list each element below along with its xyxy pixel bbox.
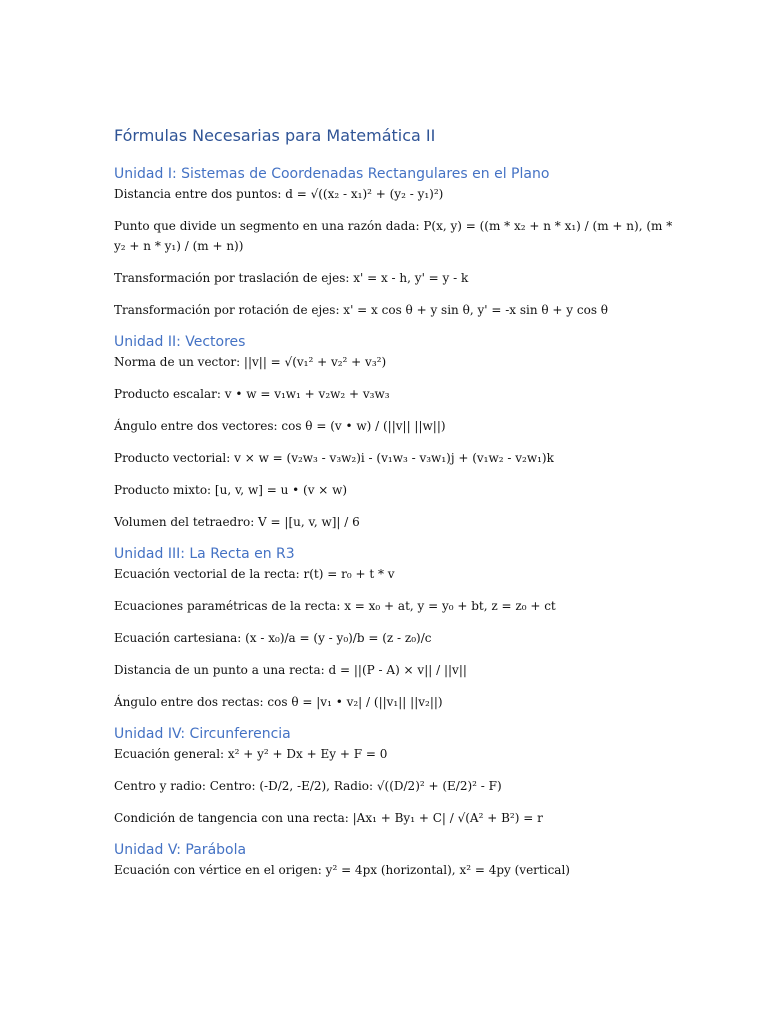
formula-angle-between-lines: Ángulo entre dos rectas: cos θ = |v₁ • v₂| / (||v₁|| ||v₂||) bbox=[114, 695, 443, 709]
formula-tetrahedron-volume: Volumen del tetraedro: V = |[u, v, w]| / 6 bbox=[114, 515, 360, 529]
unit-2-heading: Unidad II: Vectores bbox=[114, 334, 246, 350]
formula-distance-two-points: Distancia entre dos puntos: d = √((x₂ - x₁)² + (y₂ - y₁)²) bbox=[114, 187, 444, 201]
formula-line-cartesian-equation: Ecuación cartesiana: (x - x₀)/a = (y - y₀)/b = (z - z₀)/c bbox=[114, 631, 432, 645]
formula-circle-center-radius: Centro y radio: Centro: (-D/2, -E/2), Radio: √((D/2)² + (E/2)² - F) bbox=[114, 779, 502, 793]
formula-angle-between-vectors: Ángulo entre dos vectores: cos θ = (v • w) / (||v|| ||w||) bbox=[114, 419, 446, 433]
formula-dot-product: Producto escalar: v • w = v₁w₁ + v₂w₂ + v₃w₃ bbox=[114, 387, 390, 401]
formula-point-line-distance: Distancia de un punto a una recta: d = ||(P - A) × v|| / ||v|| bbox=[114, 663, 467, 677]
formula-vector-norm: Norma de un vector: ||v|| = √(v₁² + v₂² + v₃²) bbox=[114, 355, 387, 369]
formula-segment-division-point: Punto que divide un segmento en una razón dada: P(x, y) = ((m * x₂ + n * x₁) / (m + n), (m * y₂ + n * y₁) / (m + n)) bbox=[114, 219, 673, 253]
document-title: Fórmulas Necesarias para Matemática II bbox=[114, 126, 436, 145]
formula-axis-translation: Transformación por traslación de ejes: x' = x - h, y' = y - k bbox=[114, 271, 469, 285]
formula-cross-product: Producto vectorial: v × w = (v₂w₃ - v₃w₂)i - (v₁w₃ - v₃w₁)j + (v₁w₂ - v₂w₁)k bbox=[114, 451, 554, 465]
formula-line-parametric-equations: Ecuaciones paramétricas de la recta: x = x₀ + at, y = y₀ + bt, z = z₀ + ct bbox=[114, 599, 556, 613]
unit-1-section bbox=[114, 164, 674, 320]
formula-axis-rotation: Transformación por rotación de ejes: x' = x cos θ + y sin θ, y' = -x sin θ + y cos θ bbox=[114, 303, 609, 317]
formula-line-vector-equation: Ecuación vectorial de la recta: r(t) = r₀ + t * v bbox=[114, 567, 395, 581]
formula-parabola-vertex-origin: Ecuación con vértice en el origen: y² = 4px (horizontal), x² = 4py (vertical) bbox=[114, 863, 570, 877]
unit-5-heading: Unidad V: Parábola bbox=[114, 842, 247, 858]
unit-5-section bbox=[114, 840, 674, 880]
formula-tangency-condition: Condición de tangencia con una recta: |Ax₁ + By₁ + C| / √(A² + B²) = r bbox=[114, 811, 543, 825]
unit-4-heading: Unidad IV: Circunferencia bbox=[114, 726, 291, 742]
unit-1-heading: Unidad I: Sistemas de Coordenadas Rectangulares en el Plano bbox=[114, 166, 550, 182]
unit-2-section bbox=[114, 332, 674, 532]
formula-circle-general-equation: Ecuación general: x² + y² + Dx + Ey + F = 0 bbox=[114, 747, 388, 761]
unit-4-section bbox=[114, 724, 674, 828]
unit-3-heading: Unidad III: La Recta en R3 bbox=[114, 546, 295, 562]
formula-triple-product: Producto mixto: [u, v, w] = u • (v × w) bbox=[114, 483, 348, 497]
document-page bbox=[114, 126, 674, 892]
unit-3-section bbox=[114, 544, 674, 712]
